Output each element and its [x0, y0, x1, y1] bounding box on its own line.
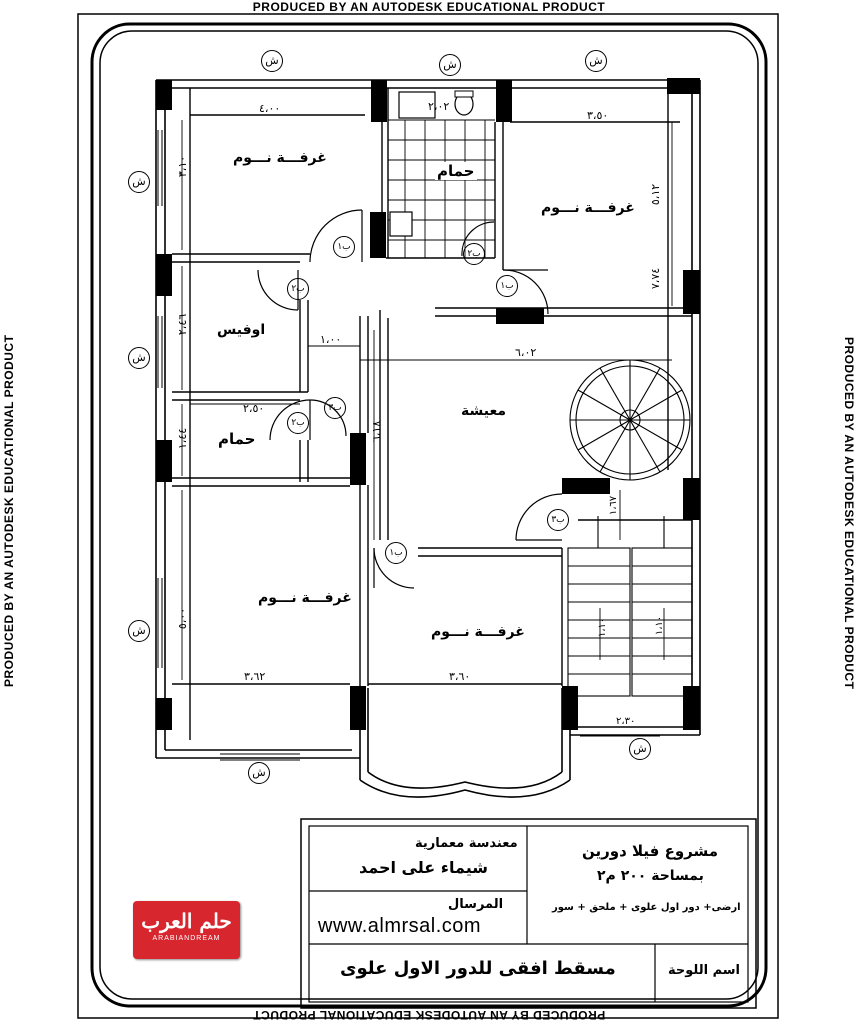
brand-logo [133, 901, 240, 959]
dimension-label: ٣،٥٠ [587, 109, 609, 122]
dimension-label: ٢،٥٠ [243, 402, 265, 415]
door-tag: ب١ [496, 275, 518, 297]
dimension-label: ٣،٦٠ [449, 670, 471, 683]
door-tag: ب٢ [463, 243, 485, 265]
dimension-label: ١،٤٤ [176, 427, 190, 450]
dimension-label: ١،٦٧ [608, 495, 620, 516]
door-tag: ب١ [333, 236, 355, 258]
watermark-bottom: PRODUCED BY AN AUTODESK EDUCATIONAL PRODUCT [252, 1008, 606, 1022]
room-label-bedroom-2: غرفـــة نـــوم [541, 200, 635, 216]
room-label-office: اوفيس [217, 322, 266, 338]
dimension-label: ١،٠٠ [320, 333, 342, 346]
window-tag: ش [261, 50, 283, 72]
window-tag: ش [629, 738, 651, 760]
dimension-label: ٢،٤٦ [176, 313, 190, 336]
website-link[interactable]: www.almrsal.com [318, 915, 482, 937]
dimension-label: ٧،٧٤ [649, 267, 663, 290]
door-tag: ب١ [385, 542, 407, 564]
room-label-bedroom-4: غرفـــة نـــوم [431, 624, 525, 640]
logo-subtext: ARABIANDREAM [152, 935, 221, 942]
room-label-bathroom-2: حمام [218, 430, 256, 448]
window-tag: ش [439, 54, 461, 76]
door-tag: ب٣ [324, 397, 346, 419]
door-tag: ب٢ [287, 412, 309, 434]
dimension-label: ٤،٠٠ [259, 102, 281, 115]
dimension-label: ٥،١٢ [649, 183, 663, 206]
dimension-label: ٢،٠٢ [428, 100, 450, 113]
watermark-top: PRODUCED BY AN AUTODESK EDUCATIONAL PRODUCT [252, 0, 606, 14]
watermark-right: PRODUCED BY AN AUTODESK EDUCATIONAL PRODUCT [842, 337, 856, 690]
window-tag: ش [128, 620, 150, 642]
dimension-label: ٥،٠٠ [176, 607, 190, 630]
dimension-label: ٣،٦٢ [244, 670, 266, 683]
dimension-label: ٦،٠٢ [515, 346, 537, 359]
room-label-bedroom-3: غرفـــة نـــوم [258, 590, 352, 606]
logo-text: حلم العرب [141, 909, 232, 933]
watermark-left: PRODUCED BY AN AUTODESK EDUCATIONAL PRODUCT [2, 334, 16, 687]
room-label-living: معيشة [461, 403, 507, 419]
window-tag: ش [128, 347, 150, 369]
dimension-label: ٢،٣٠ [616, 716, 636, 727]
sender-label: المرسال [448, 897, 504, 912]
sheet-name-label: اسم اللوحة [668, 963, 741, 978]
dimension-label: ٣،١٠ [176, 155, 190, 178]
project-scope: ارضى+ دور اول علوى + ملحق + سور [552, 902, 741, 913]
door-tag: ب٣ [547, 509, 569, 531]
window-tag: ش [248, 762, 270, 784]
engineer-name: شيماء على احمد [359, 858, 488, 877]
engineer-role: معندسة معمارية [415, 836, 518, 851]
sheet-title: مسقط افقى للدور الاول علوى [340, 958, 616, 979]
room-label-bathroom-1: حمام [437, 162, 475, 180]
dimension-label: ٦،١٨ [370, 420, 384, 443]
room-label-bedroom-1: غرفـــة نـــوم [233, 150, 327, 166]
project-area: بمساحة ٢٠٠ م٢ [597, 868, 704, 884]
dimension-label: ١،١٠ [654, 615, 666, 636]
window-tag: ش [128, 171, 150, 193]
door-tag: ب٢ [287, 278, 309, 300]
project-title: مشروع فيلا دورين [582, 842, 719, 860]
window-tag: ش [585, 50, 607, 72]
dimension-label: ١،١٠ [597, 617, 609, 638]
